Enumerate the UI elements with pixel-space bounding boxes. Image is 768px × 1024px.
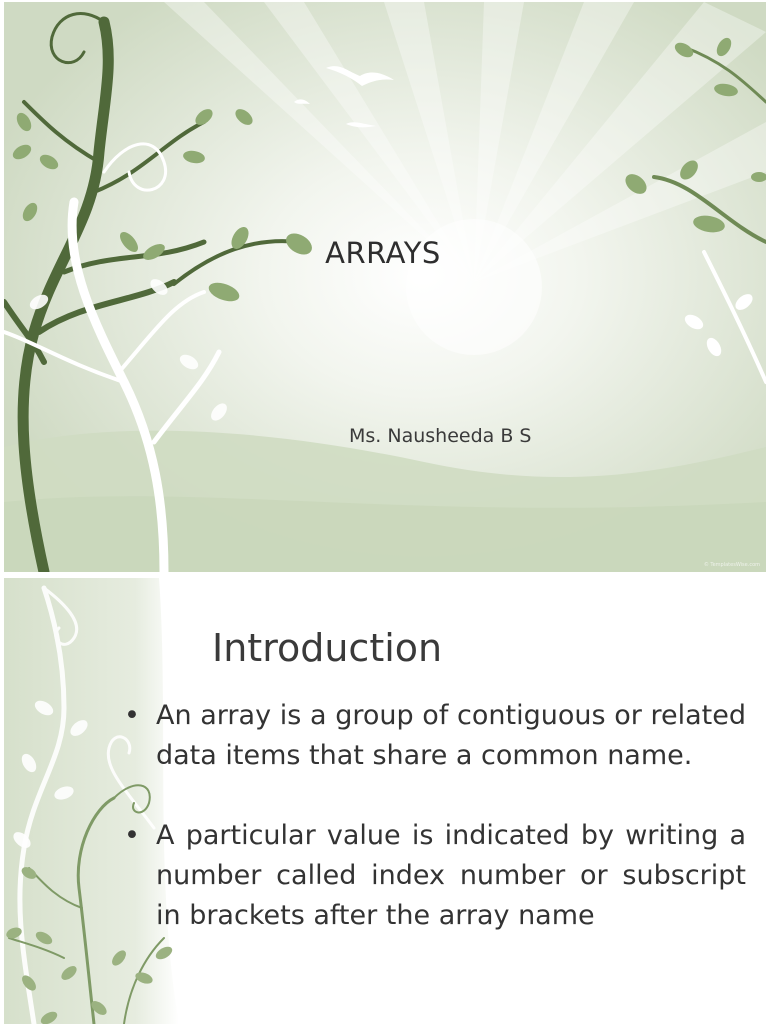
slide-title: Introduction — [212, 626, 443, 670]
bullet-item — [124, 816, 746, 936]
bullet-item — [124, 696, 746, 776]
copyright-text: © TemplatesWise.com — [703, 562, 760, 568]
nature-background — [4, 2, 766, 572]
title-slide — [4, 2, 766, 572]
bullet-list — [124, 696, 746, 976]
slide-subtitle: Ms. Nausheeda B S — [349, 425, 532, 447]
bullet-text: An array is a group of contiguous or related data items that share a common name. — [156, 700, 746, 771]
bullet-marker: • — [124, 700, 140, 731]
bullet-marker: • — [124, 820, 140, 851]
slide-title: ARRAYS — [325, 236, 441, 270]
content-slide — [4, 578, 766, 1024]
bullet-text: A particular value is indicated by writing a number called index number or subscript in brackets after the array name — [156, 820, 746, 931]
